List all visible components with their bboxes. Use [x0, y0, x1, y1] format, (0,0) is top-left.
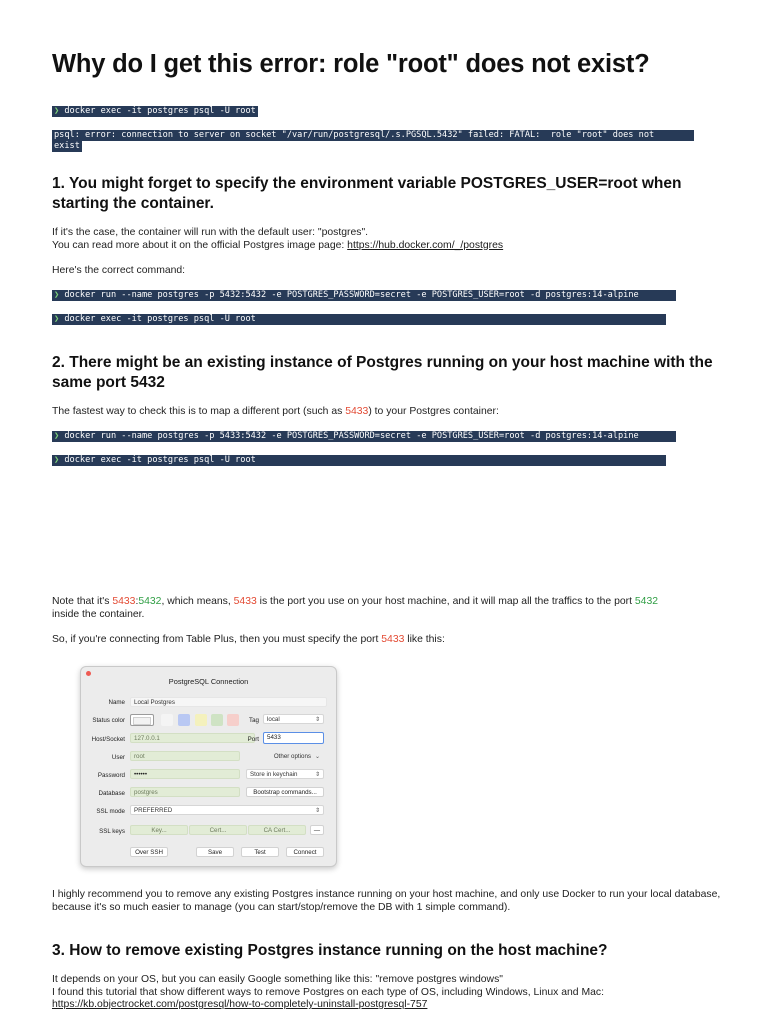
note-part: , which means, — [161, 596, 234, 607]
port-5432: 5432 — [138, 596, 162, 607]
code-text: docker exec -it postgres psql -U root — [64, 455, 256, 465]
ssl-mode-label: SSL mode — [96, 808, 125, 815]
code-exec-root-2 — [52, 314, 666, 325]
code-text: docker run --name postgres -p 5432:5432 -e POSTGRES_PASSWORD=secret -e POSTGRES_USER=root -d postgres:14-alpine — [64, 290, 639, 300]
status-color-label: Status color — [92, 717, 125, 724]
image-page-prefix: You can read more about it on the official Postgres image page: — [52, 239, 348, 251]
fastest-suffix: ) to your Postgres container: — [368, 406, 499, 417]
ssl-mode-value: PREFERRED — [134, 807, 173, 814]
tableplus-text — [52, 634, 445, 647]
name-field[interactable]: Local Postgres — [130, 697, 327, 707]
port-note-text — [52, 596, 722, 621]
section-2-heading: 2. There might be an existing instance of Postgres running on your host machine with the same port 5432 — [52, 354, 713, 391]
note-part: is the port you use on your host machine, and it will map all the traffics to the port — [256, 596, 635, 607]
tag-label: Tag — [249, 717, 259, 724]
tp-suffix: like this: — [404, 634, 445, 645]
code-exec-root-3 — [52, 455, 666, 466]
bootstrap-commands-button[interactable]: Bootstrap commands... — [246, 787, 324, 797]
google-hint-text: It depends on your OS, but you can easily Google something like this: "remove postgres windows" — [52, 974, 503, 985]
section-1-heading: 1. You might forget to specify the environment variable POSTGRES_USER=root when starting the container. — [52, 175, 682, 212]
code-error-output-cont — [52, 141, 82, 152]
remove-keys-button[interactable]: — — [310, 825, 324, 835]
note-part: inside the container. — [52, 608, 145, 620]
chevron-down-icon: ⌄ — [314, 754, 320, 760]
section-3-heading: 3. How to remove existing Postgres instance running on the host machine? — [52, 942, 608, 959]
keychain-select[interactable] — [246, 769, 324, 779]
status-color-swatch[interactable] — [195, 714, 207, 726]
port-field[interactable]: 5433 — [263, 732, 324, 744]
user-field[interactable]: root — [130, 751, 240, 761]
objectrocket-link[interactable]: https://kb.objectrocket.com/postgresql/how-to-completely-uninstall-postgresql-757 — [52, 999, 428, 1010]
code-run-5432 — [52, 290, 676, 301]
port-5433: 5433 — [112, 596, 136, 607]
status-color-swatch[interactable] — [178, 714, 190, 726]
code-exec-root — [52, 106, 258, 117]
prompt-icon: ❯ — [54, 290, 60, 300]
port-5433: 5433 — [345, 406, 369, 417]
port-5433: 5433 — [381, 634, 405, 645]
database-field[interactable]: postgres — [130, 787, 240, 797]
database-label: Database — [98, 790, 125, 797]
code-text: docker run --name postgres -p 5433:5432 -e POSTGRES_PASSWORD=secret -e POSTGRES_USER=root -d postgres:14-alpine — [64, 431, 639, 441]
prompt-icon: ❯ — [54, 455, 60, 465]
ssl-keys-label: SSL keys — [99, 828, 125, 835]
code-text: psql: error: connection to server on socket "/var/run/postgresql/.s.PGSQL.5432" failed: FATAL: role "root" does not — [54, 130, 655, 140]
ssl-key-field[interactable]: Key... — [130, 825, 188, 835]
port-5433: 5433 — [233, 596, 257, 607]
close-icon[interactable] — [86, 671, 91, 676]
note-part: : — [135, 596, 139, 607]
code-text: exist — [54, 141, 80, 151]
status-color-swatch[interactable] — [161, 714, 173, 726]
over-ssh-button[interactable]: Over SSH — [130, 847, 168, 857]
ssl-ca-cert-field[interactable]: CA Cert... — [248, 825, 306, 835]
ssl-mode-select[interactable] — [130, 805, 324, 815]
status-color-swatch-selected[interactable] — [130, 714, 154, 726]
code-error-output — [52, 130, 694, 141]
code-text: docker exec -it postgres psql -U root — [64, 106, 256, 116]
user-label: User — [111, 754, 125, 761]
tag-select[interactable] — [263, 714, 324, 724]
fastest-prefix: The fastest way to check this is to map a different port (such as — [52, 406, 346, 417]
port-5432: 5432 — [634, 596, 659, 607]
updown-chevron-icon: ⇕ — [314, 772, 320, 778]
dialog-title: PostgreSQL Connection — [168, 677, 249, 686]
password-label: Password — [97, 772, 125, 779]
connect-button[interactable]: Connect — [286, 847, 324, 857]
prompt-icon: ❯ — [54, 314, 60, 324]
code-text: docker exec -it postgres psql -U root — [64, 314, 256, 324]
port-label: Port — [247, 736, 259, 743]
name-label: Name — [108, 699, 125, 706]
image-page-text — [52, 240, 503, 253]
code-run-5433 — [52, 431, 676, 442]
section-3-body — [52, 974, 722, 1012]
save-button[interactable]: Save — [196, 847, 234, 857]
other-options-label: Other options — [273, 753, 311, 760]
fastest-way-text — [52, 406, 499, 419]
keychain-value: Store in keychain — [250, 771, 298, 778]
host-label: Host/Socket — [91, 736, 125, 743]
correct-command-text: Here's the correct command: — [52, 265, 186, 276]
test-button[interactable]: Test — [241, 847, 279, 857]
docker-hub-link[interactable]: https://hub.docker.com/_/postgres — [347, 239, 504, 251]
tp-prefix: So, if you're connecting from Table Plus, then you must specify the port — [52, 634, 382, 645]
other-options-select[interactable] — [246, 751, 324, 761]
password-field[interactable]: •••••• — [130, 769, 240, 779]
updown-chevron-icon: ⇕ — [314, 808, 320, 814]
recommendation-text: I highly recommend you to remove any existing Postgres instance running on your host machine, and only use Docker to run your local database, because it's so much easier to manage (you can start/stop/remove the DB with 1 simple command). — [52, 889, 721, 913]
default-user-text: If it's the case, the container will run with the default user: "postgres". — [52, 227, 369, 238]
tag-value: local — [267, 716, 280, 723]
updown-chevron-icon: ⇕ — [314, 717, 320, 723]
page-title: Why do I get this error: role "root" does not exist? — [52, 50, 650, 78]
prompt-icon: ❯ — [54, 431, 60, 441]
note-part: Note that it's — [52, 596, 113, 607]
tutorial-text: I found this tutorial that show different ways to remove Postgres on each type of OS, including Windows, Linux and Mac: — [52, 986, 604, 998]
ssl-cert-field[interactable]: Cert... — [189, 825, 247, 835]
prompt-icon: ❯ — [54, 106, 60, 116]
section-1-body — [52, 227, 503, 252]
host-field[interactable]: 127.0.0.1 — [130, 733, 255, 743]
postgresql-connection-dialog — [80, 666, 337, 867]
